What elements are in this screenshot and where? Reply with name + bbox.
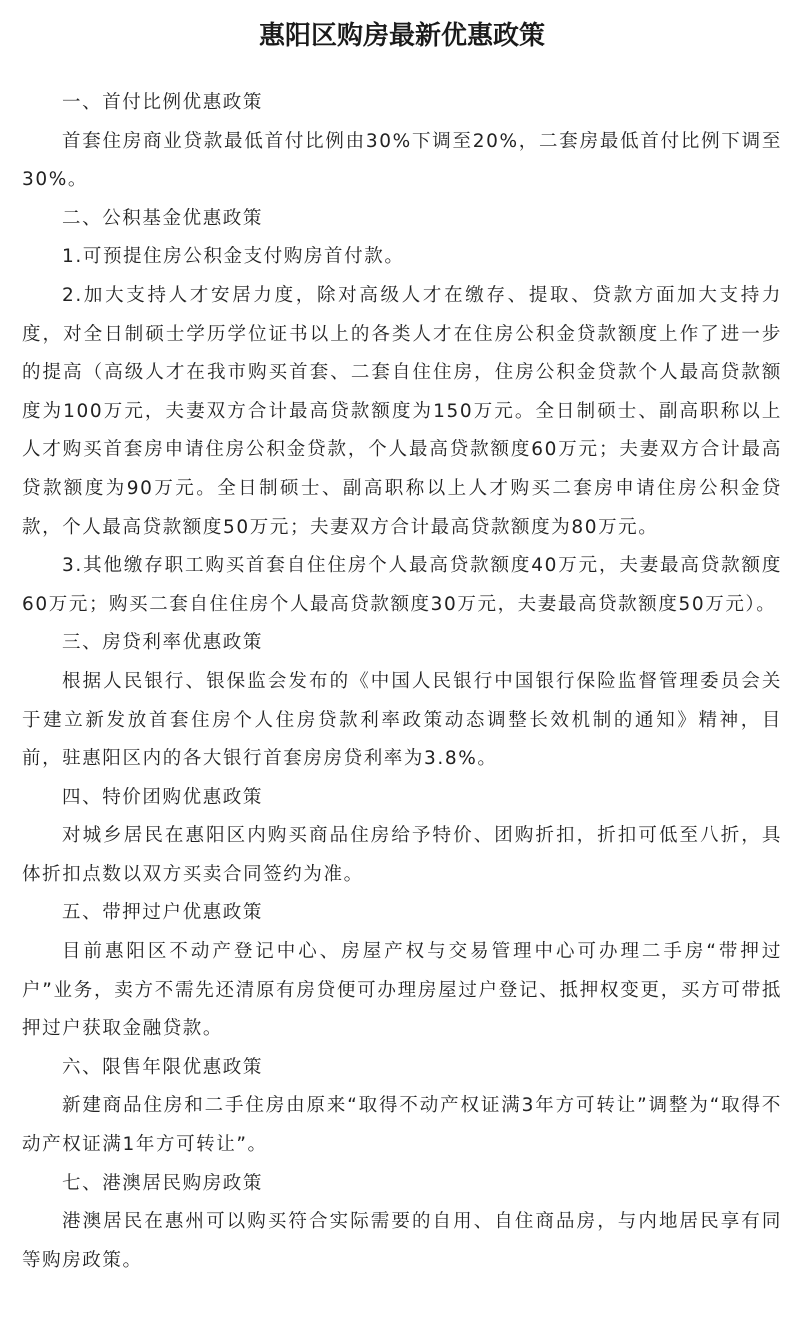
document-body (22, 84, 782, 1280)
document-page (22, 0, 782, 1280)
paragraph-hk-macau: 港澳居民在惠州可以购买符合实际需要的自用、自住商品房，与内地居民享有同等购房政策。 (22, 1211, 782, 1271)
section-heading-mortgage-rate: 三、房贷利率优惠政策 (62, 632, 264, 654)
paragraph-provident-fund-2: 2.加大支持人才安居力度，除对高级人才在缴存、提取、贷款方面加大支持力度，对全日制硕士学历学位证书以上的各类人才在住房公积金贷款额度上作了进一步的提高（高级人才在我市购买首套、二套自住住房，住房公积金贷款个人最高贷款额度为100万元，夫妻双方合计最高贷款额度为150万元。全日制硕士、副高职称以上人才购买首套房申请住房公积金贷款，个人最高贷款额度60万元；夫妻双方合计最高贷款额度为90万元。全日制硕士、副高职称以上人才购买二套房申请住房公积金贷款，个人最高贷款额度50万元；夫妻双方合计最高贷款额度为80万元。 (22, 284, 782, 538)
section-heading-down-payment: 一、首付比例优惠政策 (62, 92, 264, 113)
paragraph-mortgage-rate: 根据人民银行、银保监会发布的《中国人民银行中国银行保险监督管理委员会关于建立新发放首套住房个人住房贷款利率政策动态调整长效机制的通知》精神，目前，驻惠阳区内的各大银行首套房房贷利率为3.8%。 (22, 670, 782, 770)
paragraph-provident-fund-1: 1.可预提住房公积金支付购房首付款。 (62, 246, 405, 268)
section-heading-hk-macau: 七、港澳居民购房政策 (62, 1172, 264, 1194)
paragraph-resale-limit: 新建商品住房和二手住房由原来“取得不动产权证满3年方可转让”调整为“取得不动产权证满1年方可转让”。 (22, 1095, 782, 1156)
section-heading-mortgage-transfer: 五、带押过户优惠政策 (62, 902, 264, 924)
document-title: 惠阳区购房最新优惠政策 (258, 21, 545, 51)
paragraph-group-purchase: 对城乡居民在惠阳区内购买商品住房给予特价、团购折扣，折扣可低至八折，具体折扣点数以双方买卖合同签约为准。 (22, 825, 782, 885)
section-heading-group-purchase: 四、特价团购优惠政策 (62, 786, 264, 808)
paragraph-provident-fund-3: 3.其他缴存职工购买首套自住住房个人最高贷款额度40万元，夫妻最高贷款额度60万元；购买二套自住住房个人最高贷款额度30万元，夫妻最高贷款额度50万元）。 (22, 555, 782, 615)
paragraph-down-payment: 首套住房商业贷款最低首付比例由30%下调至20%，二套房最低首付比例下调至30%。 (22, 130, 782, 191)
paragraph-mortgage-transfer: 目前惠阳区不动产登记中心、房屋产权与交易管理中心可办理二手房“带押过户”业务，卖方不需先还清原有房贷便可办理房屋过户登记、抵押权变更，买方可带抵押过户获取金融贷款。 (22, 941, 782, 1040)
section-heading-provident-fund: 二、公积基金优惠政策 (62, 207, 264, 229)
section-heading-resale-limit: 六、限售年限优惠政策 (62, 1056, 264, 1078)
